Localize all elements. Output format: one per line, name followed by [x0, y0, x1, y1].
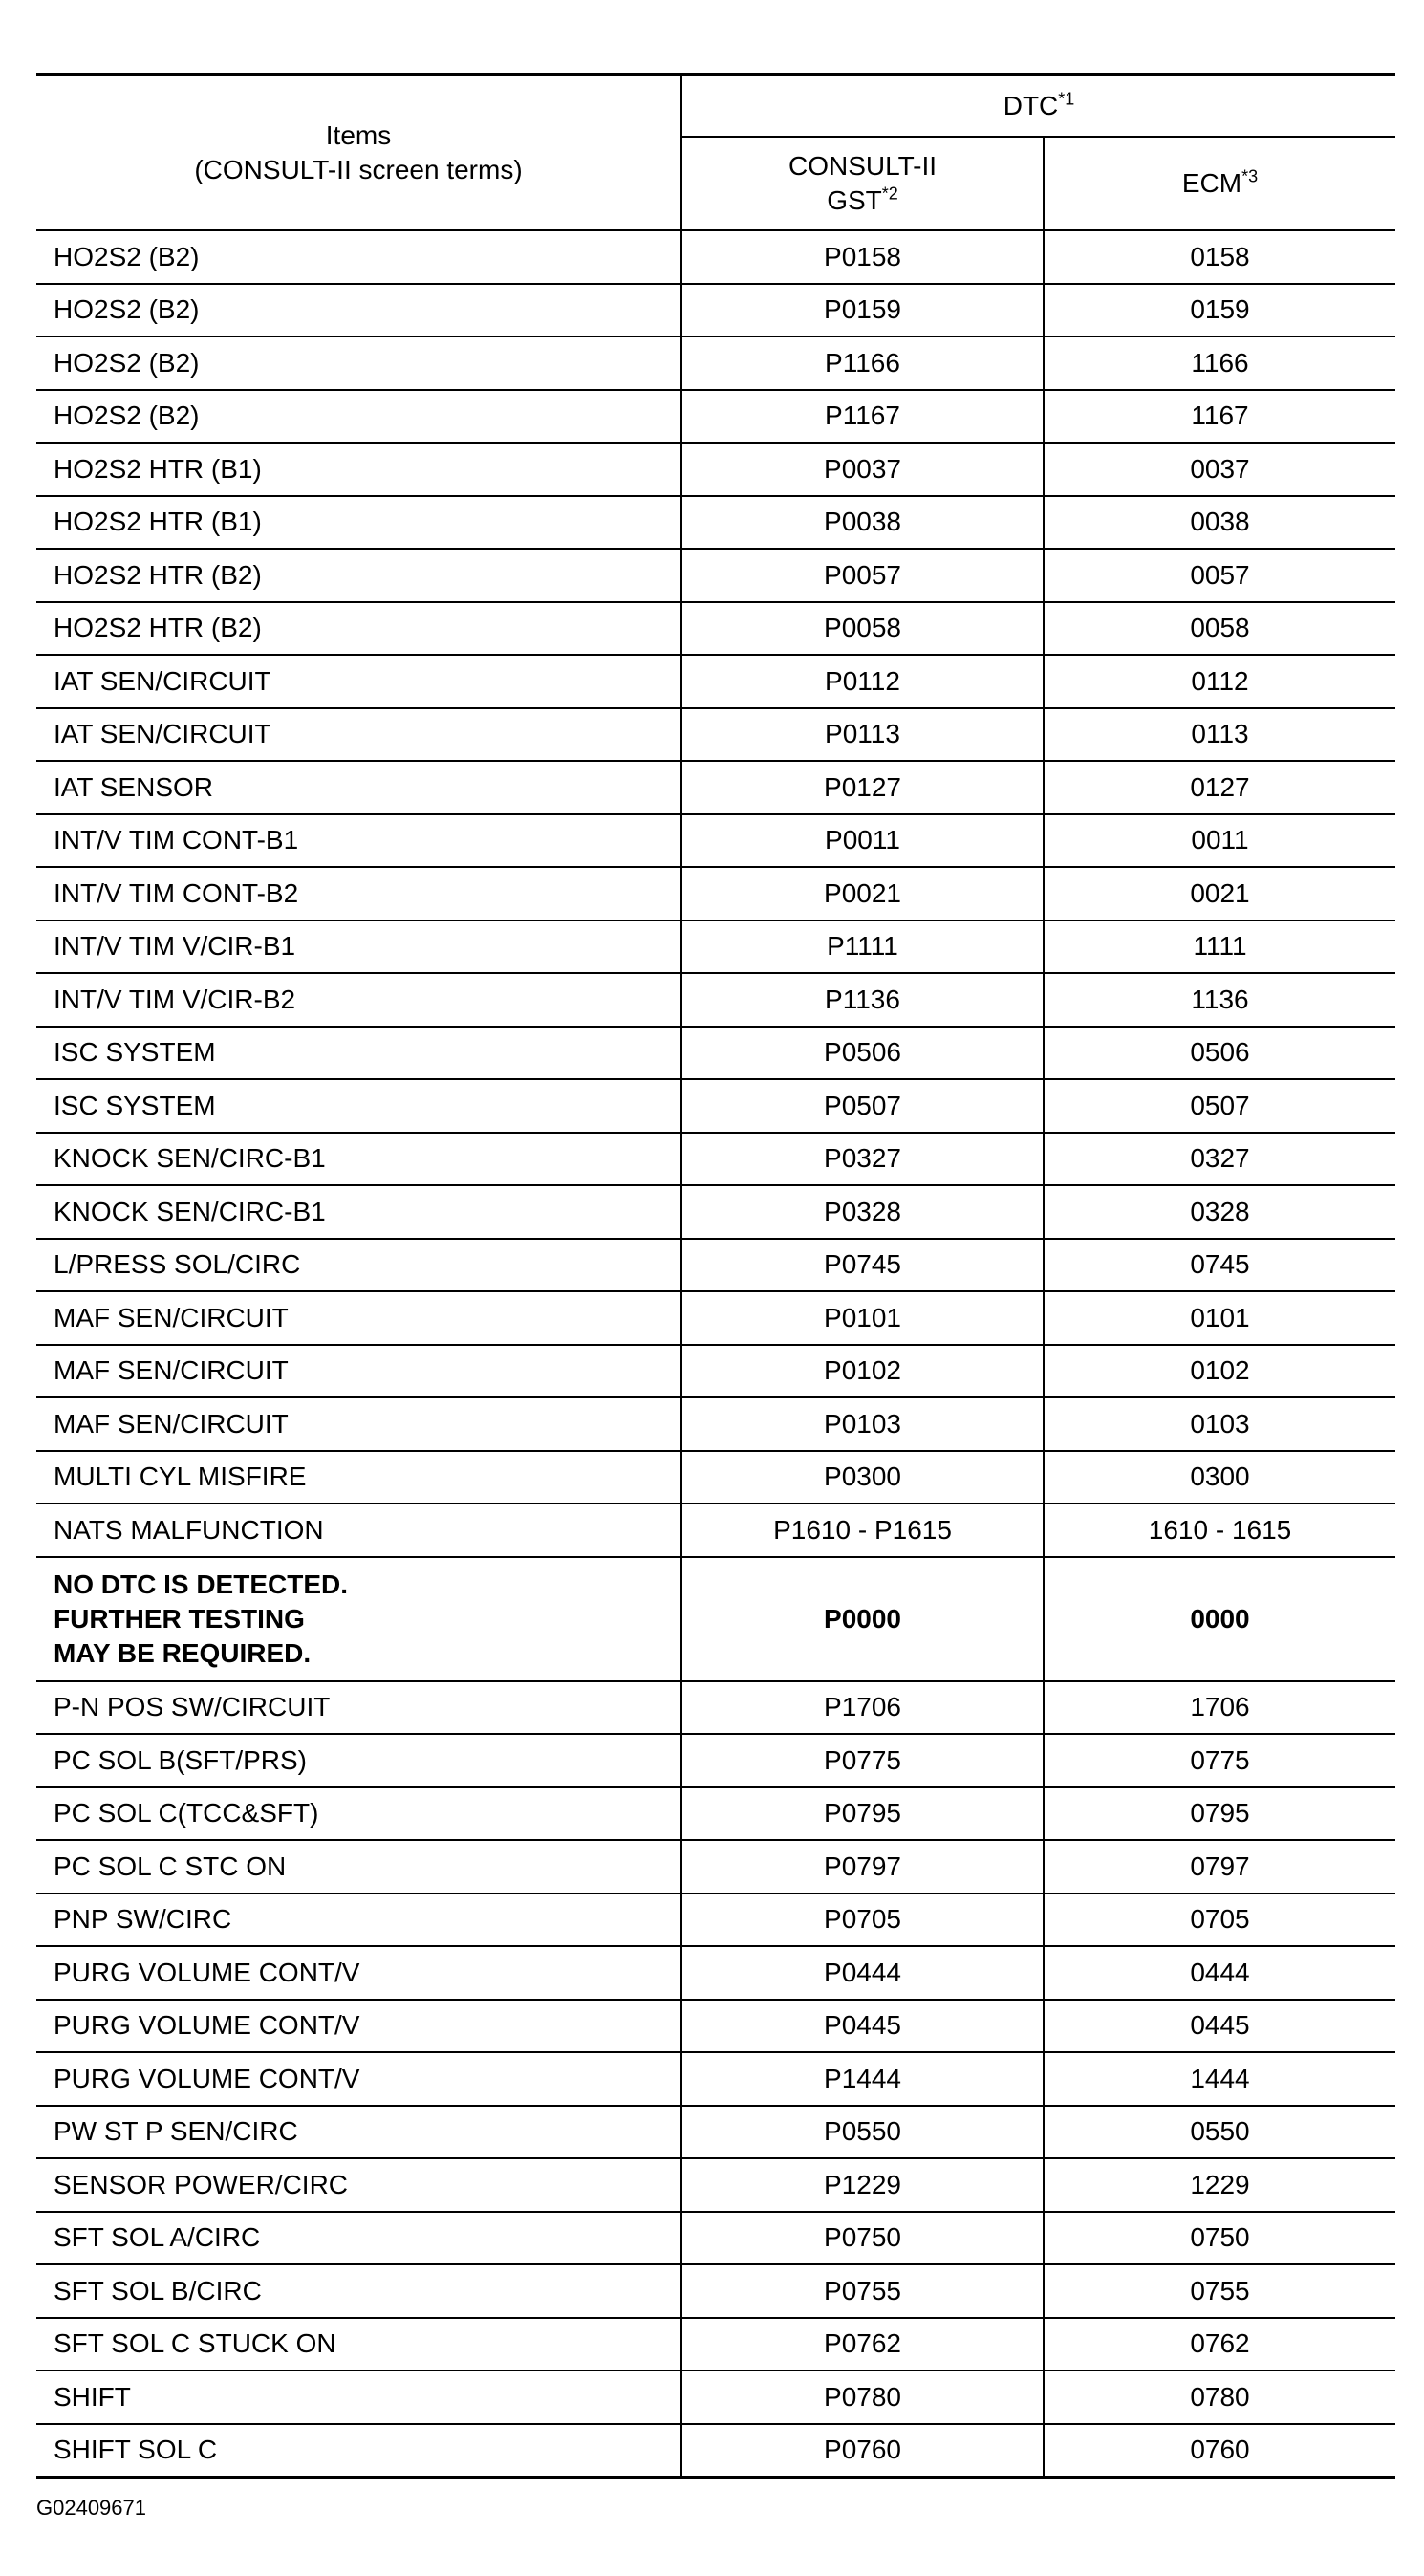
- consult-cell: P0444: [681, 1946, 1044, 2000]
- consult-cell: P0550: [681, 2106, 1044, 2159]
- item-cell: IAT SENSOR: [36, 761, 681, 814]
- figure-id: G02409671: [36, 2496, 146, 2520]
- table-row: [36, 1840, 1395, 1894]
- ecm-cell: 0780: [1044, 2370, 1395, 2424]
- items-column-header: Items (CONSULT-II screen terms): [36, 75, 681, 230]
- ecm-cell: 1167: [1044, 390, 1395, 444]
- consult-cell: P0159: [681, 284, 1044, 337]
- ecm-cell: 1706: [1044, 1681, 1395, 1735]
- ecm-cell: 0550: [1044, 2106, 1395, 2159]
- item-cell: PC SOL B(SFT/PRS): [36, 1734, 681, 1787]
- table-row: [36, 1451, 1395, 1504]
- table-row: [36, 1734, 1395, 1787]
- consult-cell: P1167: [681, 390, 1044, 444]
- consult-cell: P0038: [681, 496, 1044, 550]
- table-row: [36, 1027, 1395, 1080]
- consult-cell: P1229: [681, 2158, 1044, 2212]
- ecm-cell: 0775: [1044, 1734, 1395, 1787]
- item-cell: HO2S2 (B2): [36, 230, 681, 284]
- ecm-cell: 0037: [1044, 443, 1395, 496]
- ecm-cell: 0127: [1044, 761, 1395, 814]
- consult-cell: P0327: [681, 1133, 1044, 1186]
- table-row: [36, 2264, 1395, 2318]
- consult-cell: P0506: [681, 1027, 1044, 1080]
- dtc-column-header: DTC$^{*1}$: [681, 75, 1395, 137]
- consult-cell: P0057: [681, 549, 1044, 602]
- table-row: [36, 814, 1395, 868]
- consult-cell: P0762: [681, 2318, 1044, 2371]
- item-cell: SENSOR POWER/CIRC: [36, 2158, 681, 2212]
- table-row: [36, 1345, 1395, 1398]
- item-cell: INT/V TIM CONT-B1: [36, 814, 681, 868]
- ecm-cell: 0762: [1044, 2318, 1395, 2371]
- ecm-cell: 0103: [1044, 1397, 1395, 1451]
- consult-cell: P0127: [681, 761, 1044, 814]
- consult-cell: P1111: [681, 920, 1044, 974]
- consult-cell: P0445: [681, 2000, 1044, 2053]
- ecm-cell: 0101: [1044, 1291, 1395, 1345]
- ecm-cell: 0112: [1044, 655, 1395, 708]
- item-cell: L/PRESS SOL/CIRC: [36, 1239, 681, 1292]
- item-cell: MAF SEN/CIRCUIT: [36, 1291, 681, 1345]
- item-cell: ISC SYSTEM: [36, 1027, 681, 1080]
- item-cell: HO2S2 HTR (B1): [36, 443, 681, 496]
- table-row: [36, 655, 1395, 708]
- table-row: [36, 2318, 1395, 2371]
- table-row: [36, 2370, 1395, 2424]
- table-row: [36, 2106, 1395, 2159]
- item-cell: SHIFT: [36, 2370, 681, 2424]
- item-cell: HO2S2 (B2): [36, 336, 681, 390]
- ecm-cell: 0102: [1044, 1345, 1395, 1398]
- item-cell: INT/V TIM V/CIR-B1: [36, 920, 681, 974]
- consult-cell: P0058: [681, 602, 1044, 656]
- consult-cell: P0328: [681, 1185, 1044, 1239]
- item-cell: MAF SEN/CIRCUIT: [36, 1345, 681, 1398]
- consult-cell: P0112: [681, 655, 1044, 708]
- item-cell: MAF SEN/CIRCUIT: [36, 1397, 681, 1451]
- consult-cell: P1610 - P1615: [681, 1504, 1044, 1557]
- table-row: [36, 1291, 1395, 1345]
- ecm-cell: 0760: [1044, 2424, 1395, 2479]
- table-row: [36, 230, 1395, 284]
- item-cell: SFT SOL B/CIRC: [36, 2264, 681, 2318]
- consult-cell: P0760: [681, 2424, 1044, 2479]
- table-row: [36, 920, 1395, 974]
- table-row: [36, 2052, 1395, 2106]
- item-cell: PNP SW/CIRC: [36, 1894, 681, 1947]
- table-row: [36, 1894, 1395, 1947]
- ecm-column-header: ECM$^{*3}$: [1044, 137, 1395, 230]
- consult-cell: P0795: [681, 1787, 1044, 1841]
- ecm-cell: 0159: [1044, 284, 1395, 337]
- consult-cell: P0000: [681, 1557, 1044, 1681]
- consult-cell: P1706: [681, 1681, 1044, 1735]
- item-cell: INT/V TIM CONT-B2: [36, 867, 681, 920]
- consult-cell: P0300: [681, 1451, 1044, 1504]
- item-cell: HO2S2 HTR (B2): [36, 549, 681, 602]
- consult-cell: P0745: [681, 1239, 1044, 1292]
- table-row: [36, 1946, 1395, 2000]
- ecm-cell: 0507: [1044, 1079, 1395, 1133]
- item-cell: PC SOL C(TCC&SFT): [36, 1787, 681, 1841]
- consult-cell: P0750: [681, 2212, 1044, 2265]
- table-row: [36, 708, 1395, 762]
- item-cell: SHIFT SOL C: [36, 2424, 681, 2479]
- ecm-cell: 1610 - 1615: [1044, 1504, 1395, 1557]
- consult-cell: P0102: [681, 1345, 1044, 1398]
- table-row: [36, 2158, 1395, 2212]
- table-row: [36, 1185, 1395, 1239]
- ecm-cell: 0750: [1044, 2212, 1395, 2265]
- table-row: [36, 973, 1395, 1027]
- consult-cell: P0797: [681, 1840, 1044, 1894]
- ecm-cell: 0328: [1044, 1185, 1395, 1239]
- ecm-cell: 0113: [1044, 708, 1395, 762]
- item-cell: HO2S2 (B2): [36, 284, 681, 337]
- item-cell: ISC SYSTEM: [36, 1079, 681, 1133]
- consult-cell: P0755: [681, 2264, 1044, 2318]
- ecm-cell: 1111: [1044, 920, 1395, 974]
- consult-cell: P0705: [681, 1894, 1044, 1947]
- consult-cell: P0011: [681, 814, 1044, 868]
- item-cell: PURG VOLUME CONT/V: [36, 1946, 681, 2000]
- consult-cell: P0101: [681, 1291, 1044, 1345]
- ecm-cell: 0797: [1044, 1840, 1395, 1894]
- consult-cell: P0103: [681, 1397, 1044, 1451]
- ecm-cell: 0011: [1044, 814, 1395, 868]
- ecm-cell: 1136: [1044, 973, 1395, 1027]
- item-cell: HO2S2 (B2): [36, 390, 681, 444]
- consult-cell: P0775: [681, 1734, 1044, 1787]
- ecm-cell: 0444: [1044, 1946, 1395, 2000]
- consult-cell: P1136: [681, 973, 1044, 1027]
- table-row: [36, 1681, 1395, 1735]
- table-row: [36, 1133, 1395, 1186]
- ecm-cell: 0058: [1044, 602, 1395, 656]
- table-row: [36, 1397, 1395, 1451]
- item-cell: PURG VOLUME CONT/V: [36, 2052, 681, 2106]
- ecm-cell: 0038: [1044, 496, 1395, 550]
- table-row: [36, 1239, 1395, 1292]
- table-row: [36, 284, 1395, 337]
- item-cell: SFT SOL A/CIRC: [36, 2212, 681, 2265]
- item-cell: MULTI CYL MISFIRE: [36, 1451, 681, 1504]
- table-row: [36, 2000, 1395, 2053]
- item-cell: KNOCK SEN/CIRC-B1: [36, 1133, 681, 1186]
- table-row: [36, 390, 1395, 444]
- table-row: [36, 336, 1395, 390]
- ecm-cell: 0755: [1044, 2264, 1395, 2318]
- consult-cell: P0113: [681, 708, 1044, 762]
- table-row: [36, 549, 1395, 602]
- consult-cell: P0507: [681, 1079, 1044, 1133]
- table-row: [36, 2212, 1395, 2265]
- item-cell: KNOCK SEN/CIRC-B1: [36, 1185, 681, 1239]
- ecm-cell: 0506: [1044, 1027, 1395, 1080]
- item-cell: PURG VOLUME CONT/V: [36, 2000, 681, 2053]
- ecm-cell: 0445: [1044, 2000, 1395, 2053]
- consult-cell: P0158: [681, 230, 1044, 284]
- consult-cell: P1166: [681, 336, 1044, 390]
- item-cell: HO2S2 HTR (B2): [36, 602, 681, 656]
- ecm-cell: 0705: [1044, 1894, 1395, 1947]
- table-row: [36, 602, 1395, 656]
- item-cell: NO DTC IS DETECTED. FURTHER TESTING MAY BE REQUIRED.: [36, 1557, 681, 1681]
- table-row: [36, 443, 1395, 496]
- ecm-cell: 0158: [1044, 230, 1395, 284]
- consult-cell: P1444: [681, 2052, 1044, 2106]
- item-cell: P-N POS SW/CIRCUIT: [36, 1681, 681, 1735]
- table-row: [36, 496, 1395, 550]
- ecm-cell: 1166: [1044, 336, 1395, 390]
- item-cell: HO2S2 HTR (B1): [36, 496, 681, 550]
- table-row: [36, 1504, 1395, 1557]
- dtc-table: [36, 73, 1395, 2479]
- ecm-cell: 0300: [1044, 1451, 1395, 1504]
- consult-cell: P0037: [681, 443, 1044, 496]
- item-cell: INT/V TIM V/CIR-B2: [36, 973, 681, 1027]
- table-row: [36, 2424, 1395, 2479]
- consult-cell: P0021: [681, 867, 1044, 920]
- consult-cell: P0780: [681, 2370, 1044, 2424]
- table-row: [36, 761, 1395, 814]
- ecm-cell: 1229: [1044, 2158, 1395, 2212]
- ecm-cell: 0745: [1044, 1239, 1395, 1292]
- consult-column-header: CONSULT-II GST$^{*2}$: [681, 137, 1044, 230]
- table-row: [36, 1079, 1395, 1133]
- item-cell: PC SOL C STC ON: [36, 1840, 681, 1894]
- item-cell: NATS MALFUNCTION: [36, 1504, 681, 1557]
- ecm-cell: 1444: [1044, 2052, 1395, 2106]
- item-cell: IAT SEN/CIRCUIT: [36, 655, 681, 708]
- item-cell: IAT SEN/CIRCUIT: [36, 708, 681, 762]
- table-row: [36, 1787, 1395, 1841]
- item-cell: PW ST P SEN/CIRC: [36, 2106, 681, 2159]
- ecm-cell: 0021: [1044, 867, 1395, 920]
- ecm-cell: 0795: [1044, 1787, 1395, 1841]
- table-row: [36, 867, 1395, 920]
- ecm-cell: 0057: [1044, 549, 1395, 602]
- table-row-no-dtc: [36, 1557, 1395, 1681]
- item-cell: SFT SOL C STUCK ON: [36, 2318, 681, 2371]
- ecm-cell: 0000: [1044, 1557, 1395, 1681]
- ecm-cell: 0327: [1044, 1133, 1395, 1186]
